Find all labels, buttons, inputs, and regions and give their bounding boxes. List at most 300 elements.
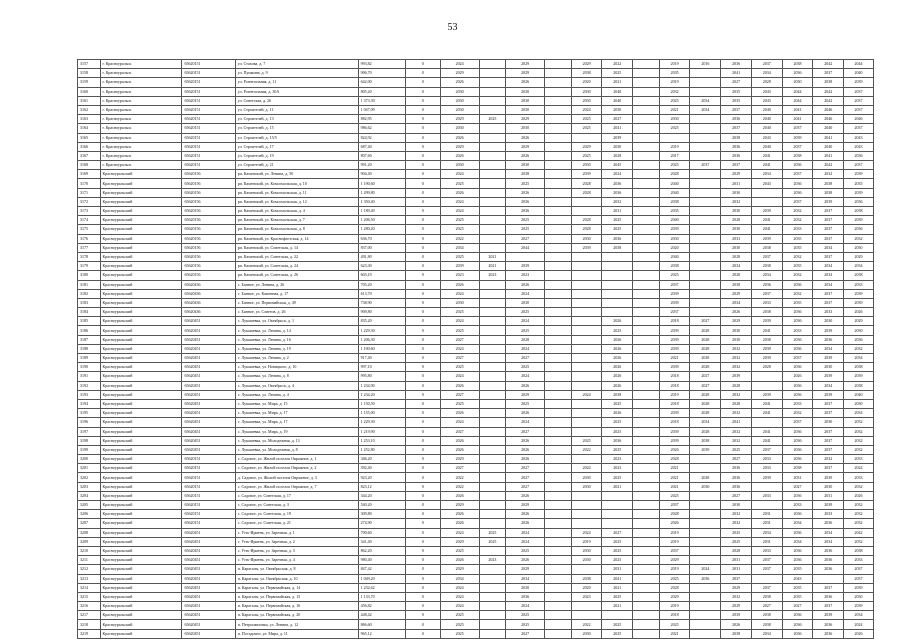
table-cell: 980,40 [358,556,405,565]
table-cell: 2032 [782,289,813,298]
table-cell: 2025 [602,629,633,638]
table-cell: 2035 [782,298,813,307]
table-cell: 2030 [571,87,602,96]
table-cell [545,592,572,601]
table-cell: 2040 [751,142,782,151]
table-cell: 65620436 [182,289,235,298]
table-cell: 2023 [602,455,633,464]
table-cell [690,271,721,280]
table-cell: 687,40 [358,142,405,151]
table-cell [479,317,506,326]
table-cell: 2038 [659,262,690,271]
table-cell: 2032 [844,427,874,436]
table-cell: 2025 [602,216,633,225]
table-cell: 2025 [506,225,545,234]
table-cell: 2037 [751,445,782,454]
table-cell: рп. Каменский, ул. Комсомольская, д. 7 [235,216,358,225]
table-cell [751,418,782,427]
table-cell: 2043 [844,133,874,142]
table-cell: 3213 [78,574,101,583]
table-cell: 2039 [659,363,690,372]
table-cell: 2034 [751,271,782,280]
table-cell: 2040 [659,188,690,197]
table-cell: 3201 [78,464,101,473]
table-cell: 2028 [690,326,721,335]
table-cell: 2038 [844,207,874,216]
table-cell: 2039 [844,583,874,592]
table-cell: 2027 [440,390,479,399]
table-cell [571,399,602,408]
table-cell: 1 229,30 [358,326,405,335]
table-cell [545,262,572,271]
table-cell: 2038 [659,197,690,206]
table-cell [633,427,660,436]
table-row [78,556,874,565]
table-cell [690,69,721,78]
table-cell [602,611,633,620]
table-cell: 2036 [782,308,813,317]
table-cell: 0 [405,280,440,289]
table-cell: 2026 [659,519,690,528]
table-cell: с. Садовое, ул. Советская, д. 3 [235,501,358,510]
table-cell: 2046 [844,115,874,124]
table-cell: 3184 [78,308,101,317]
table-cell: 2027 [506,629,545,638]
table-cell: 2038 [602,390,633,399]
table-cell: 2037 [844,124,874,133]
table-cell: 2016 [690,60,721,69]
table-cell: 2029 [571,142,602,151]
table-cell: 2024 [844,464,874,473]
table-cell: 2037 [782,354,813,363]
table-cell: п. Карагалы, ул. Первомайская, д. 14 [235,583,358,592]
table-cell: 2039 [844,298,874,307]
table-cell: Красноуральский [100,225,182,234]
table-cell: Красноуральский [100,363,182,372]
table-cell: 2035 [782,565,813,574]
table-cell: 3179 [78,262,101,271]
table-cell [633,326,660,335]
table-cell: 65620451 [182,363,235,372]
table-cell: с. Банное, ул. Первомайская, д. 49 [235,298,358,307]
table-cell: 2039 [813,372,844,381]
table-cell: 2024 [506,289,545,298]
table-cell: Красноуральский [100,390,182,399]
table-cell: 2042 [844,528,874,537]
table-cell: с. Садовое, ул. Жилой поселок Овражное, д. 7 [235,482,358,491]
table-cell: 2032 [721,197,752,206]
table-cell: 2029 [440,69,479,78]
table-cell [571,409,602,418]
table-cell [479,372,506,381]
table-cell: 3216 [78,602,101,611]
table-cell [571,372,602,381]
table-cell [633,87,660,96]
table-cell [751,188,782,197]
table-cell: 1 190,60 [358,179,405,188]
table-cell: 2019 [659,78,690,87]
table-cell [571,510,602,519]
table-cell: 738,90 [358,298,405,307]
table-cell: 0 [405,473,440,482]
table-cell [571,308,602,317]
table-cell [690,124,721,133]
table-row [78,188,874,197]
table-cell: с. Лукашевка, ул. Мира, д. 19 [235,427,358,436]
table-cell [571,326,602,335]
table-cell: 2025 [659,124,690,133]
table-cell: Красноуральский [100,620,182,629]
table-cell: 2040 [602,96,633,105]
table-cell: 2036 [813,592,844,601]
table-cell [633,188,660,197]
table-cell: 2028 [721,381,752,390]
table-cell: п. Петропавловка, ул. Ленина, д. 12 [235,620,358,629]
table-cell: 2036 [506,197,545,206]
table-row [78,409,874,418]
table-cell: Красноуральский [100,372,182,381]
table-cell: 2027 [782,602,813,611]
table-cell: 2025 [479,537,506,546]
table-row [78,354,874,363]
table-cell: 3180 [78,271,101,280]
table-cell: 2035 [721,87,752,96]
table-cell: 2035 [782,583,813,592]
table-cell: с. Лукашевка, ул. Мира, д. 15 [235,399,358,408]
table-cell: 2035 [782,243,813,252]
table-cell: Красноуральский [100,234,182,243]
table-cell: 2024 [506,537,545,546]
table-cell: 2034 [813,528,844,537]
table-cell: 2028 [506,335,545,344]
table-cell: 274,90 [358,519,405,528]
table-cell: 1 299,80 [358,188,405,197]
table-row [78,243,874,252]
table-cell [545,574,572,583]
table-row [78,473,874,482]
table-cell: Красноуральский [100,409,182,418]
table-cell: 603,19 [358,271,405,280]
table-cell: 65620156 [182,243,235,252]
table-cell: 2030 [571,473,602,482]
table-cell: 3172 [78,197,101,206]
table-cell: Красноуральский [100,519,182,528]
table-cell: 995,80 [358,372,405,381]
table-cell: 2025 [506,620,545,629]
table-cell: 2032 [844,519,874,528]
table-cell: п. Карагалы, ул. Первомайская, д. 15 [235,592,358,601]
table-cell [545,436,572,445]
table-cell [545,455,572,464]
table-cell: 2033 [782,225,813,234]
table-cell: 3171 [78,188,101,197]
table-cell: 904,40 [358,170,405,179]
table-cell: 2027 [506,482,545,491]
table-cell: Красноуральский [100,427,182,436]
table-cell: 65620151 [182,115,235,124]
table-cell: 2039 [844,372,874,381]
table-cell: 2022 [440,473,479,482]
table-cell: 3189 [78,354,101,363]
table-cell: 2029 [506,69,545,78]
table-cell: 2029 [844,317,874,326]
table-cell: 2020 [571,78,602,87]
table-cell: Красноуральский [100,179,182,188]
table-cell: 2036 [813,546,844,555]
table-cell [633,262,660,271]
table-cell [479,473,506,482]
table-cell [479,583,506,592]
table-cell: 2018 [659,317,690,326]
table-cell: с. Садовое, ул. Советская, д. 17 [235,491,358,500]
table-cell: 0 [405,455,440,464]
table-cell [545,271,572,280]
table-cell [633,234,660,243]
table-cell: 2026 [440,188,479,197]
table-cell [479,78,506,87]
table-cell [602,501,633,510]
table-cell: 2027 [440,427,479,436]
table-cell: 2032 [782,216,813,225]
table-cell [633,583,660,592]
table-cell [751,197,782,206]
table-cell: 2039 [813,390,844,399]
table-cell: 2034 [751,69,782,78]
table-cell: 0 [405,482,440,491]
table-cell: 2039 [751,344,782,353]
table-cell [690,170,721,179]
table-cell: с. Банное, ул. Ленина, д. 26 [235,280,358,289]
table-cell: 0 [405,308,440,317]
table-cell: ул. Строителей, д. 15/5 [235,133,358,142]
table-cell [479,151,506,160]
table-cell [690,501,721,510]
table-cell: 0 [405,629,440,638]
table-row [78,179,874,188]
table-cell [633,170,660,179]
table-cell: 2025 [440,546,479,555]
table-cell: Красноуральский [100,556,182,565]
table-cell [571,455,602,464]
table-cell: Красноуральский [100,252,182,261]
table-cell: 2030 [659,234,690,243]
table-cell [479,491,506,500]
table-cell: 2024 [506,344,545,353]
table-cell: 2030 [440,105,479,114]
table-cell: 2036 [721,473,752,482]
table-cell [479,308,506,317]
table-cell [545,298,572,307]
table-cell: 1 229,30 [358,418,405,427]
table-cell: 2033 [751,455,782,464]
table-row [78,69,874,78]
table-cell [479,188,506,197]
table-cell: 0 [405,262,440,271]
table-cell: 2034 [690,418,721,427]
table-cell [690,528,721,537]
table-body [78,60,874,639]
table-cell: 2025 [602,473,633,482]
table-cell: 0 [405,151,440,160]
table-cell [545,87,572,96]
table-cell: 2027 [506,427,545,436]
table-cell [571,280,602,289]
table-cell: 2032 [721,409,752,418]
table-cell: 2028 [690,409,721,418]
table-cell [479,142,506,151]
table-cell: 1 280,20 [358,225,405,234]
table-cell: 2038 [721,133,752,142]
table-cell: 3157 [78,60,101,69]
table-cell: 2029 [721,317,752,326]
table-cell: 2026 [721,620,752,629]
table-cell: 2026 [602,344,633,353]
table-cell [633,298,660,307]
table-cell [633,629,660,638]
table-cell [633,96,660,105]
table-cell [545,390,572,399]
table-cell: 2025 [571,124,602,133]
table-cell: 2029 [571,60,602,69]
table-cell: 2041 [751,436,782,445]
table-cell: Красноуральский [100,271,182,280]
table-cell: 2040 [659,216,690,225]
table-cell: 917,40 [358,354,405,363]
table-cell: 2036 [782,620,813,629]
table-cell: Красноуральский [100,482,182,491]
table-cell [545,556,572,565]
table-cell: 2038 [506,170,545,179]
table-cell: 2024 [440,602,479,611]
table-cell: 2026 [506,409,545,418]
table-cell: 2021 [602,583,633,592]
table-row [78,464,874,473]
table-cell: 2026 [506,188,545,197]
table-cell [751,574,782,583]
table-cell: 0 [405,243,440,252]
table-cell: 2026 [602,363,633,372]
table-cell [545,335,572,344]
table-cell: 2024 [440,207,479,216]
table-cell: 2033 [782,399,813,408]
table-cell [751,501,782,510]
table-cell: 0 [405,96,440,105]
table-cell: 2043 [844,142,874,151]
table-row [78,252,874,261]
table-cell: 2038 [751,620,782,629]
table-cell [571,298,602,307]
table-cell [545,620,572,629]
table-cell: 2033 [721,234,752,243]
table-cell: рп. Каменский, ул. Комсомольская, д. 4 [235,207,358,216]
table-cell: 0 [405,501,440,510]
table-cell: 2037 [782,124,813,133]
table-cell: 2036 [782,280,813,289]
table-cell: 2034 [813,280,844,289]
table-cell [633,602,660,611]
table-cell [545,69,572,78]
table-cell: 2031 [751,519,782,528]
table-cell [545,96,572,105]
table-cell [633,197,660,206]
table-cell: 2037 [844,574,874,583]
table-row [78,87,874,96]
table-cell: 1 133,70 [358,592,405,601]
table-cell [545,78,572,87]
table-cell: 2036 [782,445,813,454]
table-cell: с. Банное, ул. Советов, д. 26 [235,308,358,317]
table-cell: 65620156 [182,216,235,225]
table-cell [479,611,506,620]
table-cell: 2026 [440,78,479,87]
table-cell [545,501,572,510]
table-cell: Красноуральский [100,280,182,289]
table-cell: 2030 [782,78,813,87]
table-row [78,510,874,519]
table-cell: ул. Строителей, д. 15 [235,124,358,133]
table-cell [633,620,660,629]
table-cell: 2039 [659,436,690,445]
table-cell: 2039 [844,188,874,197]
table-cell: 2036 [602,179,633,188]
table-cell: 2041 [813,133,844,142]
table-cell: 65620156 [182,225,235,234]
table-cell [545,528,572,537]
table-cell [545,216,572,225]
table-cell: 2025 [506,326,545,335]
table-cell: с. Усть-Ирмень, ул. Заречная, д. 4 [235,556,358,565]
table-cell: 2039 [813,326,844,335]
table-cell: 2037 [751,252,782,261]
table-cell: 2037 [751,289,782,298]
table-cell: 2039 [813,611,844,620]
table-row [78,372,874,381]
table-cell: 2027 [506,354,545,363]
table-cell: 2025 [506,546,545,555]
table-cell: 2029 [721,583,752,592]
table-cell: 2026 [602,354,633,363]
table-cell: 2028 [721,546,752,555]
table-cell: 65620151 [182,519,235,528]
table-cell: 2033 [751,491,782,500]
table-cell: 2030 [721,188,752,197]
table-cell [633,482,660,491]
table-cell [633,142,660,151]
table-cell: 65620151 [182,105,235,114]
table-cell: 2024 [571,528,602,537]
table-cell: 0 [405,271,440,280]
table-cell: 2028 [690,390,721,399]
table-cell: 2025 [602,556,633,565]
table-cell [545,142,572,151]
table-cell: 65620451 [182,381,235,390]
table-cell: 2031 [602,207,633,216]
table-cell: 2043 [782,574,813,583]
table-cell [602,298,633,307]
table-cell: 3204 [78,491,101,500]
table-cell: ул. Строителей, д. 21 [235,161,358,170]
table-cell: 993,82 [358,60,405,69]
table-cell: 2030 [571,161,602,170]
table-cell: 2030 [506,96,545,105]
table-cell [602,280,633,289]
table-cell: 0 [405,188,440,197]
table-cell: 2038 [813,179,844,188]
table-cell: 2029 [721,170,752,179]
table-cell: 3182 [78,289,101,298]
table-cell: 2039 [659,225,690,234]
table-cell: 2029 [721,602,752,611]
